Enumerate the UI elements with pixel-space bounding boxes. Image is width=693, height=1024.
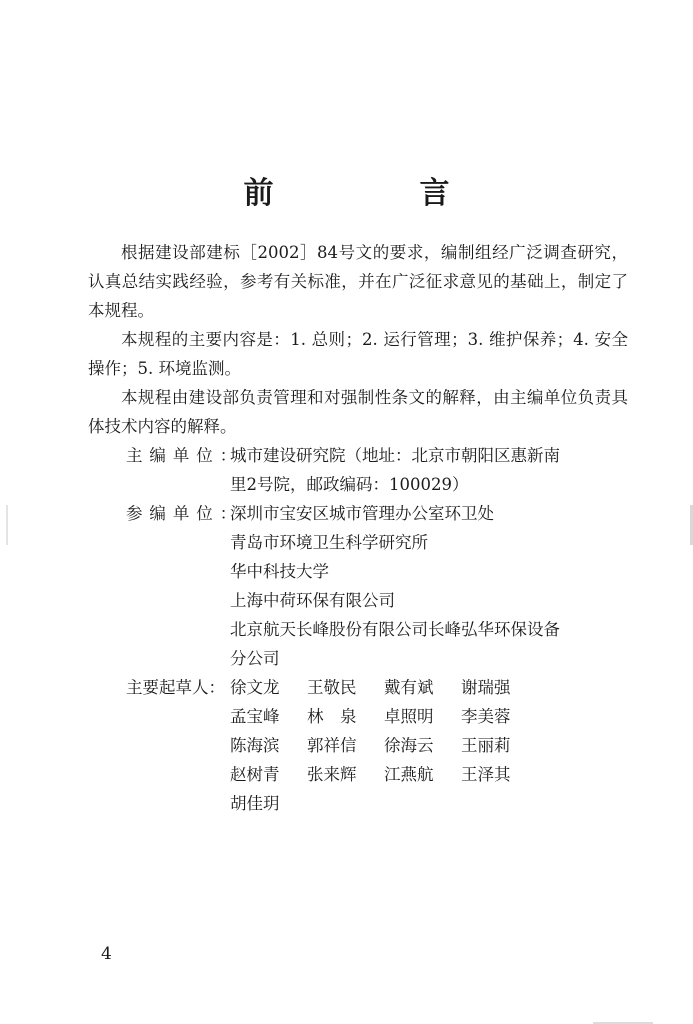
drafter-name: 郭祥信 [307, 736, 357, 755]
drafter-name: 林 泉 [307, 707, 357, 726]
drafter-name: 赵树青 [230, 765, 280, 784]
drafter-name: 徐文龙 [230, 678, 280, 697]
drafters-value [230, 673, 628, 818]
chief-editor-value [230, 441, 628, 499]
participant-line: 分公司 [230, 649, 280, 668]
drafters-row [230, 760, 628, 789]
paragraph-responsibility: 本规程由建设部负责管理和对强制性条文的解释，由主编单位负责具体技术内容的解释。 [88, 388, 628, 436]
drafter-name: 卓照明 [384, 707, 434, 726]
drafters-section [88, 673, 628, 818]
page-number: 4 [101, 944, 112, 964]
drafter-name: 江燕航 [384, 765, 434, 784]
participants-section [88, 499, 628, 673]
drafter-name: 李美蓉 [461, 707, 511, 726]
drafter-name: 戴有斌 [384, 678, 434, 697]
drafter-name: 王敬民 [307, 678, 357, 697]
drafters-label: 主要起草人： [126, 678, 225, 697]
drafters-row [230, 789, 628, 818]
drafter-name: 张来辉 [307, 765, 357, 784]
chief-editor-line: 城市建设研究院（地址：北京市朝阳区惠新南 [230, 446, 560, 465]
participant-line: 上海中荷环保有限公司 [230, 591, 395, 610]
participants-label: 参编单位： [126, 504, 244, 523]
participants-value [230, 499, 628, 673]
participant-line: 北京航天长峰股份有限公司长峰弘华环保设备 [230, 620, 560, 639]
preface-body [88, 238, 628, 818]
chief-editor-label: 主编单位： [126, 446, 244, 465]
page-title: 前 言 [243, 176, 508, 211]
drafter-name: 徐海云 [384, 736, 434, 755]
participant-line: 华中科技大学 [230, 562, 329, 581]
paragraph-contents: 本规程的主要内容是：1. 总则；2. 运行管理；3. 维护保养；4. 安全操作；5. 环境监测。 [88, 330, 628, 378]
chief-editor-section [88, 441, 628, 499]
paragraph-basis: 根据建设部建标［2002］84号文的要求，编制组经广泛调查研究，认真总结实践经验，参考有关标准，并在广泛征求意见的基础上，制定了本规程。 [88, 243, 628, 320]
drafter-name: 陈海滨 [230, 736, 280, 755]
drafters-row [230, 731, 628, 760]
drafter-name: 谢瑞强 [461, 678, 511, 697]
drafter-name: 王泽其 [461, 765, 511, 784]
drafters-row [230, 673, 628, 702]
scan-artifact-left [6, 505, 8, 545]
drafters-row [230, 702, 628, 731]
chief-editor-line: 里2号院，邮政编码：100029） [230, 475, 469, 494]
drafter-name: 王丽莉 [461, 736, 511, 755]
drafter-name: 胡佳玥 [230, 794, 280, 813]
drafter-name: 孟宝峰 [230, 707, 280, 726]
participant-line: 深圳市宝安区城市管理办公室环卫处 [230, 504, 494, 523]
participant-line: 青岛市环境卫生科学研究所 [230, 533, 428, 552]
